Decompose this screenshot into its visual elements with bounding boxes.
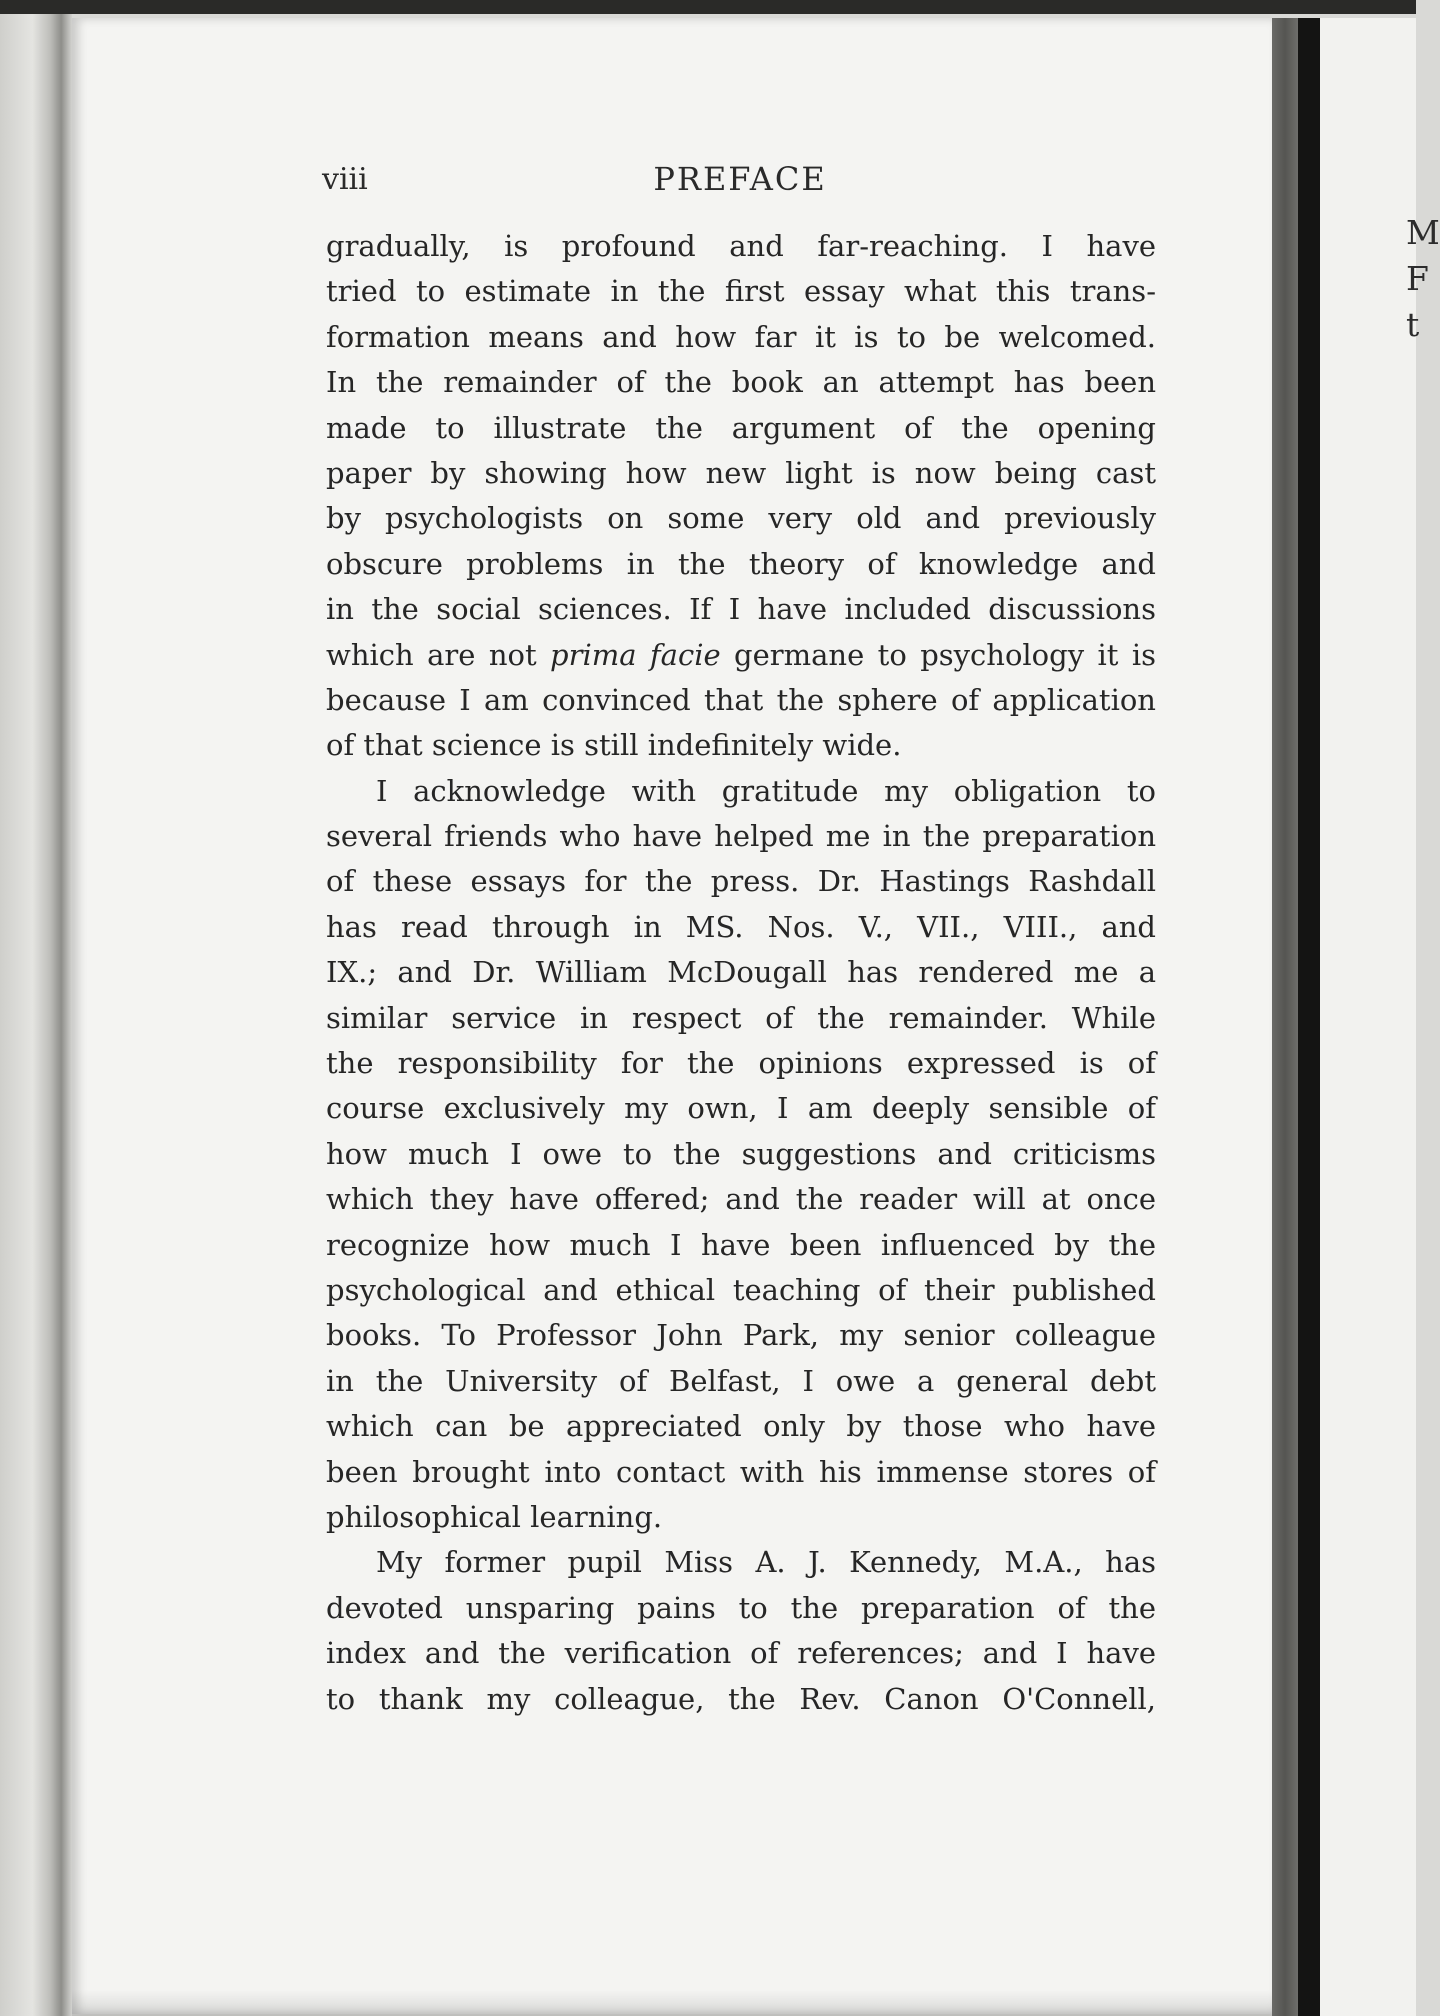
text-line: IX.; and Dr. William McDougall has rendered me a (326, 955, 1156, 990)
facing-page-fragment: M (1406, 213, 1440, 252)
body-text (326, 224, 1156, 1722)
running-title: PREFACE (653, 160, 827, 198)
text-line: obscure problems in the theory of knowledge and (326, 546, 1156, 581)
text-line: My former pupil Miss A. J. Kennedy, M.A., has (376, 1545, 1156, 1580)
text-line: gradually, is profound and far-reaching. I have (326, 229, 1156, 263)
text-line: because I am convinced that the sphere of application (326, 682, 1156, 717)
book-left-edge (0, 14, 72, 2016)
text-line: been brought into contact with his immense stores of (326, 1454, 1156, 1489)
book-spine (1272, 18, 1298, 2016)
text-line: has read through in MS. Nos. V., VII., VIII., and (326, 909, 1156, 944)
text-line: similar service in respect of the remainder. While (326, 1000, 1156, 1035)
text-line: of that science is still indefinitely wide. (326, 728, 902, 763)
text-line: philosophical learning. (326, 1499, 663, 1534)
facing-page-edge (1320, 18, 1440, 2016)
text-line: index and the verification of references; and I have (326, 1636, 1156, 1671)
text-line: I acknowledge with gratitude my obligation to (376, 773, 1156, 808)
facing-page-fragment: t (1406, 305, 1420, 344)
text-line: devoted unsparing pains to the preparation of the (326, 1590, 1156, 1625)
text-line: formation means and how far it is to be welcomed. (326, 319, 1156, 354)
scan-top-border (0, 0, 1416, 14)
text-line: which they have offered; and the reader will at once (326, 1182, 1156, 1217)
text-line: several friends who have helped me in the preparation (326, 819, 1156, 854)
text-line-with-italic: which are not prima facie germane to psychology it is (326, 637, 1156, 672)
text-line: to thank my colleague, the Rev. Canon O'Connell, (326, 1681, 1156, 1716)
page-header (322, 162, 1158, 206)
page-bottom-shadow (72, 1990, 1272, 2016)
text-line: by psychologists on some very old and previously (326, 501, 1156, 536)
text-line: paper by showing how new light is now being cast (326, 455, 1156, 490)
text-line: course exclusively my own, I am deeply sensible of (326, 1091, 1156, 1126)
text-line: books. To Professor John Park, my senior colleague (326, 1318, 1156, 1353)
page-number: viii (322, 162, 368, 197)
text-line: how much I owe to the suggestions and criticisms (326, 1136, 1156, 1171)
text-line: in the social sciences. If I have included discussions (326, 592, 1156, 627)
text-line: the responsibility for the opinions expressed is of (326, 1046, 1156, 1081)
text-line: of these essays for the press. Dr. Hastings Rashdall (326, 864, 1156, 899)
book-gutter (1298, 18, 1320, 2016)
italic-phrase: prima facie (550, 637, 721, 672)
text-line: recognize how much I have been influenced by the (326, 1227, 1156, 1262)
text-line: In the remainder of the book an attempt has been (326, 365, 1156, 400)
text-line: which can be appreciated only by those who have (326, 1409, 1156, 1444)
text-line: tried to estimate in the first essay what this trans- (326, 274, 1156, 309)
facing-page-fragment: F (1406, 259, 1429, 298)
text-line: in the University of Belfast, I owe a general debt (326, 1363, 1156, 1398)
text-line: made to illustrate the argument of the opening (326, 410, 1156, 445)
text-line: psychological and ethical teaching of their published (326, 1272, 1156, 1307)
